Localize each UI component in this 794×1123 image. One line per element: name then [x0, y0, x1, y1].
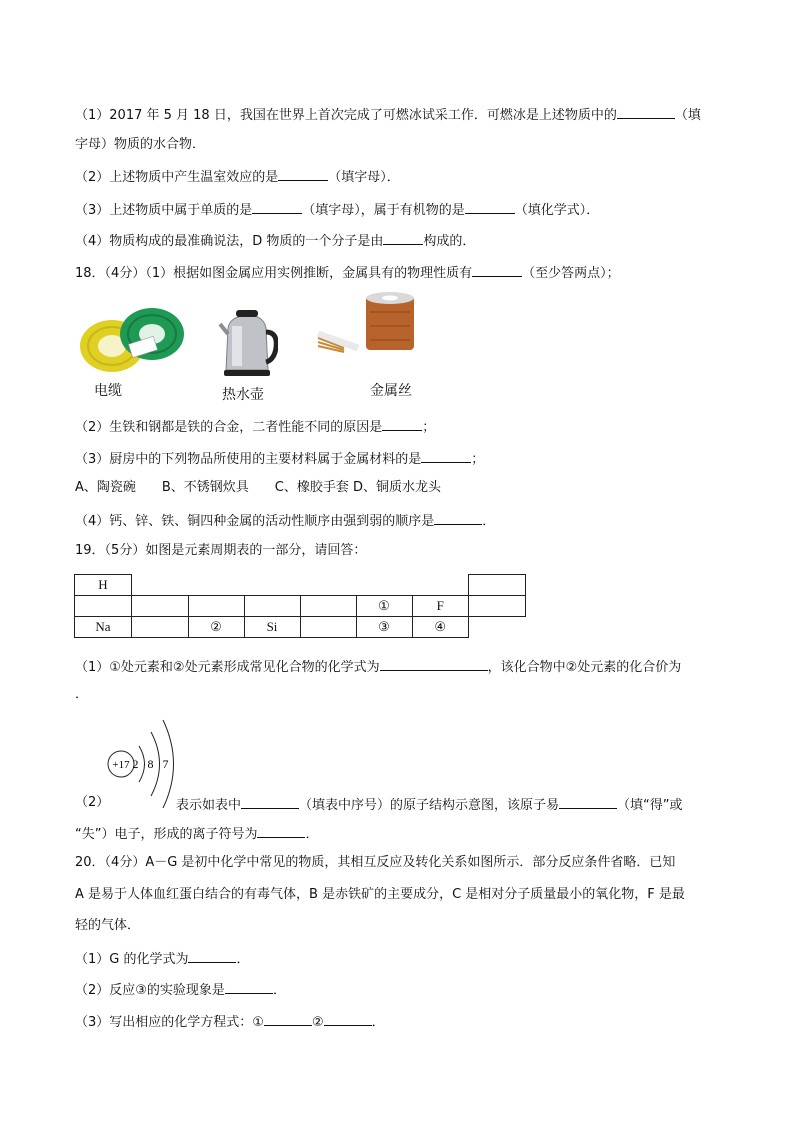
- q20-line3: 轻的气体．: [75, 918, 141, 933]
- wire-spool-icon: [314, 292, 424, 362]
- answer-blank[interactable]: [324, 1011, 372, 1026]
- table-cell: [244, 596, 300, 617]
- q18-part3-text-b: ；: [471, 452, 485, 467]
- q20-line1: 20．（4分）A－G 是初中化学中常见的物质，其相互反应及转化关系如图所示．部分反应条件省略．已知: [75, 855, 676, 870]
- table-cell: ①: [356, 596, 412, 617]
- q19-part2: [176, 794, 683, 815]
- q17-part4-text-b: 构成的．: [423, 234, 476, 249]
- table-row: [75, 575, 526, 596]
- answer-blank[interactable]: [617, 104, 675, 119]
- q18-part3: [75, 448, 484, 469]
- q18-heading-text-b: （至少答两点）；: [522, 266, 620, 281]
- q20-part3-text: （3）写出相应的化学方程式：①: [75, 1015, 264, 1030]
- electron-shells: 2 8 7: [132, 757, 172, 771]
- q17-part4: [75, 230, 475, 251]
- answer-blank[interactable]: [434, 510, 482, 525]
- q19-part1: [75, 656, 681, 677]
- q20-part3: [75, 1011, 385, 1032]
- q18-part3-text: （3）厨房中的下列物品所使用的主要材料属于金属材料的是: [75, 452, 422, 467]
- q18-options: A、陶瓷碗 B、不锈钢炊具 C、橡胶手套 D、铜质水龙头: [75, 480, 442, 495]
- answer-blank[interactable]: [225, 979, 273, 994]
- q18-part2-text-b: ；: [422, 420, 436, 435]
- q19-part1-end: ．: [75, 687, 89, 702]
- q19-part1-text: （1）①处元素和②处元素形成常见化合物的化学式为: [75, 660, 380, 675]
- q19-part2-cont: [75, 823, 319, 844]
- table-cell: H: [75, 575, 132, 596]
- cable-coil-icon: [74, 298, 189, 376]
- q18-part4-text-b: ．: [482, 514, 496, 529]
- q19-part2-text-d: （填“得”或: [617, 798, 683, 813]
- table-cell: Na: [75, 617, 132, 638]
- q20-part2: [75, 979, 286, 1000]
- q20-part1-text: （1）G 的化学式为: [75, 952, 189, 967]
- q18-heading: [75, 262, 620, 283]
- answer-blank[interactable]: [257, 823, 305, 838]
- table-cell: F: [412, 596, 469, 617]
- table-cell: ③: [356, 617, 412, 638]
- table-cell: [244, 575, 300, 596]
- answer-blank[interactable]: [383, 230, 423, 245]
- table-row: [75, 596, 526, 617]
- nucleus-charge: +17: [112, 759, 130, 771]
- q19-part2-text-c: （填表中序号）的原子结构示意图，该原子易: [299, 798, 560, 813]
- answer-blank[interactable]: [278, 166, 328, 181]
- answer-blank[interactable]: [421, 448, 471, 463]
- q17-part2-text-b: （填字母）．: [328, 170, 400, 185]
- table-cell: Si: [244, 617, 300, 638]
- kettle-caption: 热水壶: [222, 387, 264, 403]
- kettle-icon: [218, 300, 278, 378]
- q19-part2-text-e: “失”）电子，形成的离子符号为: [75, 827, 258, 842]
- q17-part1-text: （1）2017 年 5 月 18 日，我国在世界上首次完成了可燃冰试采工作．可燃冰是上述物质中的: [75, 108, 617, 123]
- q17-part2: [75, 166, 400, 187]
- q19-part1-text-b: ，该化合物中②处元素的化合价为: [487, 660, 682, 675]
- q18-part2: [75, 416, 435, 437]
- q17-part1-line1: [75, 104, 701, 125]
- q20-line2: A 是易于人体血红蛋白结合的有毒气体，B 是赤铁矿的主要成分，C 是相对分子质量最小的氧化物，F 是最: [75, 887, 685, 902]
- q17-part1-text-b: （填: [674, 108, 701, 123]
- answer-blank[interactable]: [472, 262, 522, 277]
- table-cell: ④: [412, 617, 469, 638]
- q17-part3-text-b: （填字母），属于有机物的是: [302, 203, 465, 218]
- q17-part1-line2: [75, 136, 205, 154]
- q20-part3-text-b: ②: [311, 1015, 324, 1030]
- periodic-table: [74, 574, 526, 638]
- q19-part2-text-f: ．: [305, 827, 319, 842]
- answer-blank[interactable]: [380, 656, 488, 671]
- table-cell: [188, 596, 244, 617]
- answer-blank[interactable]: [382, 416, 422, 431]
- table-cell: [132, 617, 189, 638]
- table-cell: [300, 596, 356, 617]
- atom-structure-diagram: [106, 712, 186, 808]
- answer-blank[interactable]: [252, 199, 302, 214]
- table-cell: [469, 596, 526, 617]
- q17-part3-text-c: （填化学式）．: [514, 203, 600, 218]
- table-cell: [469, 575, 526, 596]
- table-cell: [300, 617, 356, 638]
- answer-blank[interactable]: [559, 794, 617, 809]
- answer-blank[interactable]: [264, 1011, 312, 1026]
- q17-part3: [75, 199, 599, 220]
- q17-part4-text: （4）物质构成的最准确说法，D 物质的一个分子是由: [75, 234, 384, 249]
- table-row: [75, 617, 526, 638]
- q19-part2-text: 表示如表中: [176, 798, 242, 813]
- answer-blank[interactable]: [465, 199, 515, 214]
- wire-caption: 金属丝: [370, 383, 412, 399]
- q20-part2-text: （2）反应③的实验现象是: [75, 983, 225, 998]
- q19-part2-label: （2）: [75, 795, 110, 810]
- q17-part3-text: （3）上述物质中属于单质的是: [75, 203, 253, 218]
- q20-part3-text-c: ．: [371, 1015, 385, 1030]
- table-cell: [188, 575, 244, 596]
- answer-blank[interactable]: [241, 794, 299, 809]
- q18-heading-text: 18．（4分）（1）根据如图金属应用实例推断，金属具有的物理性质有: [75, 266, 473, 281]
- table-cell: [300, 575, 356, 596]
- answer-blank[interactable]: [188, 948, 236, 963]
- table-cell: [75, 596, 132, 617]
- q20-part1-text-b: ．: [236, 952, 250, 967]
- table-cell: [356, 575, 412, 596]
- q20-part2-text-b: ．: [272, 983, 286, 998]
- q17-part2-text: （2）上述物质中产生温室效应的是: [75, 170, 279, 185]
- q17-part1-text-c: 字母）物质的水合物．: [75, 137, 206, 152]
- table-cell: [469, 617, 526, 638]
- q18-part4: [75, 510, 495, 531]
- q20-part1: [75, 948, 250, 969]
- q18-part2-text: （2）生铁和钢都是铁的合金，二者性能不同的原因是: [75, 420, 383, 435]
- cable-caption: 电缆: [94, 383, 122, 399]
- table-cell: ②: [188, 617, 244, 638]
- table-cell: [412, 575, 469, 596]
- q18-part4-text: （4）钙、锌、铁、铜四种金属的活动性顺序由强到弱的顺序是: [75, 514, 435, 529]
- q19-heading: 19．（5分）如图是元素周期表的一部分，请回答：: [75, 543, 367, 558]
- table-cell: [132, 596, 189, 617]
- table-cell: [132, 575, 189, 596]
